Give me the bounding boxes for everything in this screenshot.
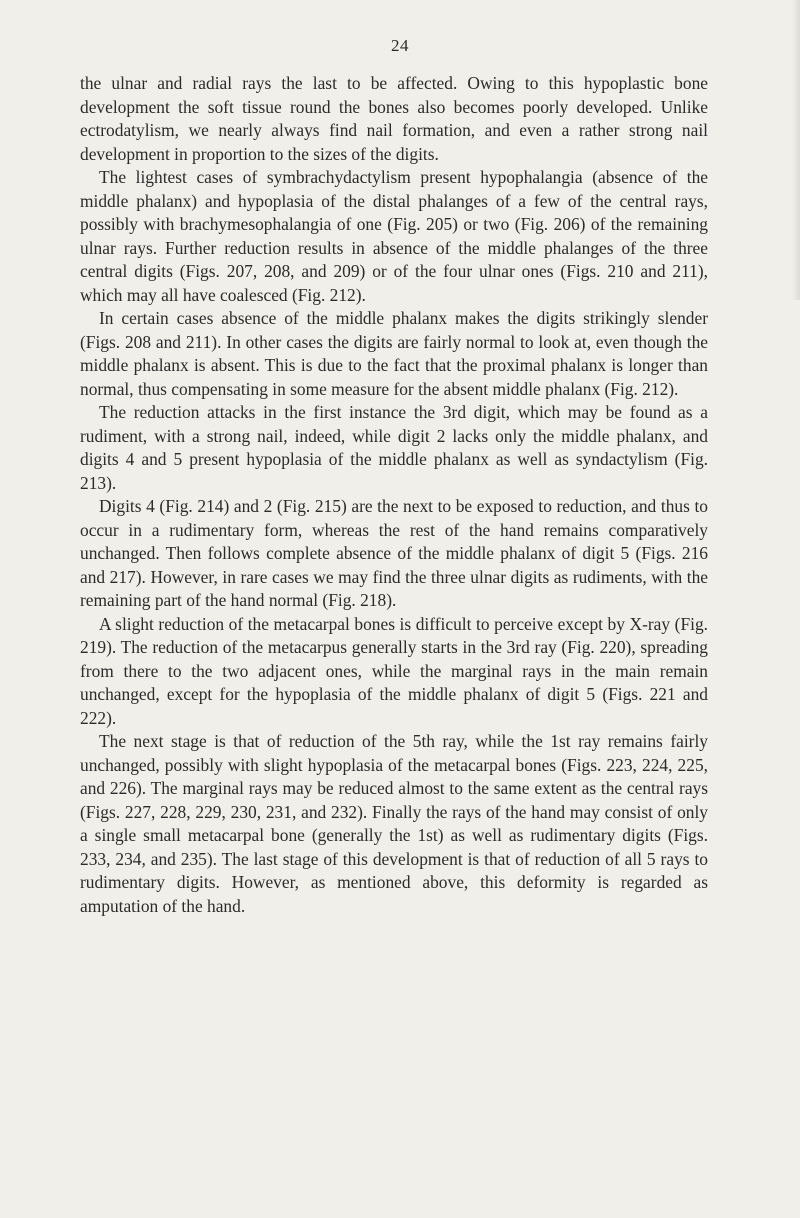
paragraph-4: The reduction attacks in the first instance the 3rd digit, which may be found as a rudiment, with a strong nail, indeed, while digit 2 lacks only the middle phalanx, and digits 4 and 5 present hypoplasia of the middle phalanx as well as syndactylism (Fig. 213). [80, 402, 708, 493]
page-number: 24 [391, 36, 409, 55]
body-text [80, 72, 708, 918]
paragraph-3: In certain cases absence of the middle phalanx makes the digits strikingly slender (Figs. 208 and 211). In other cases the digits are fairly normal to look at, even though the middle phalanx is absent. This is due to the fact that the proximal phalanx is longer than normal, thus compensating in some measure for the absent middle phalanx (Fig. 212). [80, 308, 708, 399]
paragraph-2: The lightest cases of symbrachydactylism present hypophalangia (absence of the middle phalanx) and hypoplasia of the distal phalanges of a few of the central rays, possibly with brachymesophalangia of one (Fig. 205) or two (Fig. 206) of the remaining ulnar rays. Further reduction results in absence of the middle phalanges of the three central digits (Figs. 207, 208, and 209) or of the four ulnar ones (Figs. 210 and 211), which may all have coalesced (Fig. 212). [80, 167, 708, 305]
paragraph-1: the ulnar and radial rays the last to be affected. Owing to this hypoplastic bone development the soft tissue round the bones also becomes poorly developed. Unlike ectrodatylism, we nearly always find nail formation, and even a rather strong nail development in proportion to the sizes of the digits. [80, 73, 708, 164]
paragraph-6: A slight reduction of the metacarpal bones is difficult to perceive except by X-ray (Fig. 219). The reduction of the metacarpus generally starts in the 3rd ray (Fig. 220), spreading from there to the two adjacent ones, while the marginal rays in the main remain unchanged, except for the hypoplasia of the middle phalanx of digit 5 (Figs. 221 and 222). [80, 613, 708, 728]
paragraph-7: The next stage is that of reduction of the 5th ray, while the 1st ray remains fairly unchanged, possibly with slight hypoplasia of the metacarpal bones (Figs. 223, 224, 225, and 226). The marginal rays may be reduced almost to the same extent as the central rays (Figs. 227, 228, 229, 230, 231, and 232). Finally the rays of the hand may consist of only a single small metacarpal bone (generally the 1st) as well as rudimentary digits (Figs. 233, 234, and 235). The last stage of this development is that of reduction of all 5 rays to rudimentary digits. However, as mentioned above, this deformity is regarded as amputation of the hand. [80, 731, 708, 916]
paragraph-5: Digits 4 (Fig. 214) and 2 (Fig. 215) are the next to be exposed to reduction, and thus to occur in a rudimentary form, whereas the rest of the hand remains comparatively unchanged. Then follows complete absence of the middle phalanx of digit 5 (Figs. 216 and 217). However, in rare cases we may find the three ulnar digits as rudiments, with the remaining part of the hand normal (Fig. 218). [80, 496, 708, 610]
